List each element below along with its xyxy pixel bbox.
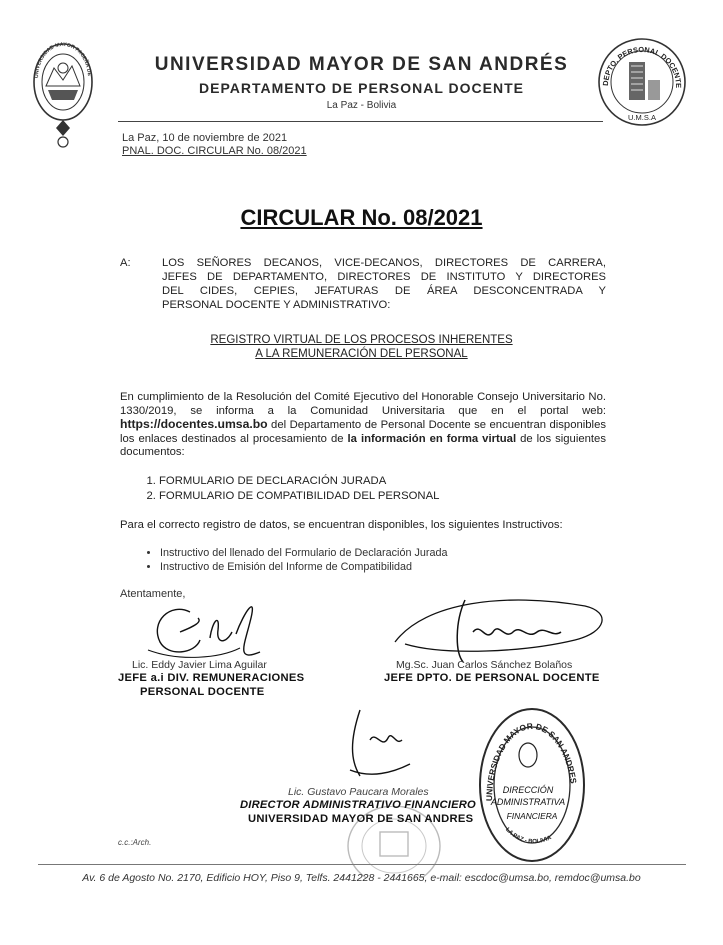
document-item: 2. FORMULARIO DE COMPATIBILIDAD DEL PERSONAL [159,489,439,504]
city: La Paz - Bolivia [326,100,397,111]
addressee-line: PERSONAL DOCENTE Y ADMINISTRATIVO: [162,299,391,311]
footer-address: Av. 6 de Agosto No. 2170, Edificio HOY, Piso 9, Telfs. 2441228 - 2441665, e-mail: escdoc@umsa.bo, remdoc@umsa.bo [82,872,641,884]
right-signer-name: Mg.Sc. Juan Carlos Sánchez Bolaños [396,659,573,671]
instructivos-list [146,546,447,574]
stamp-ring-text: UNIVERSIDAD MAYOR DE SAN ANDRES [483,720,579,802]
document-item: 1. FORMULARIO DE DECLARACIÓN JURADA [159,474,439,489]
stamp-center-3: FINANCIERA [506,811,558,821]
right-logo-text: DEPTO. PERSONAL DOCENTE [600,44,684,89]
direccion-administrativa-stamp [476,705,588,865]
bottom-signer-name: Lic. Gustavo Paucara Morales [288,786,429,798]
stamp-bottom-text: LA PAZ - BOLIVIA [504,826,553,846]
portal-link[interactable]: https://docentes.umsa.bo [120,417,268,432]
reference-code: PNAL. DOC. CIRCULAR No. 08/2021 [122,145,307,157]
left-signer-role-1: JEFE a.i DIV. REMUNERACIONES [118,672,305,684]
left-signer-role-2: PERSONAL DOCENTE [140,686,265,698]
stamp-center-1: DIRECCIÓN [502,785,554,795]
right-signer-role: JEFE DPTO. DE PERSONAL DOCENTE [384,672,600,684]
stamp-center-2: ADMINISTRATIVA [490,797,566,807]
instructivo-item: • Instructivo del llenado del Formulario de Declaración Jurada [160,546,447,560]
cc-note: c.c.:Arch. [118,838,152,847]
addressee-line: DEL CIDES, CEPIES, JEFATURAS DE ÁREA DESCONCENTRADA Y [162,285,606,297]
addressee-line: JEFES DE DEPARTAMENTO, DIRECTORES DE INSTITUTO Y DIRECTORES [162,271,606,283]
left-signer-name: Lic. Eddy Javier Lima Aguilar [132,659,267,671]
bold-phrase: la información en forma virtual [347,432,517,445]
addressee-line: LOS SEÑORES DECANOS, VICE-DECANOS, DIRECTORES DE CARRERA, [162,257,606,269]
subject-line-2: A LA REMUNERACIÓN DEL PERSONAL [255,348,468,360]
body-paragraph-2: Para el correcto registro de datos, se encuentran disponibles, los siguientes Instructivos: [120,519,563,531]
addressee-block [162,256,606,312]
closing: Atentamente, [120,588,186,600]
addressee-label: A: [120,257,131,269]
date-line: La Paz, 10 de noviembre de 2021 [122,132,288,144]
left-logo-text: UNIVERSIDAD MAYOR PACEÑA DE [33,41,92,79]
header-divider [118,121,603,122]
bottom-signer-role-1: DIRECTOR ADMINISTRATIVO FINANCIERO [240,799,476,811]
bottom-signer-role-2: UNIVERSIDAD MAYOR DE SAN ANDRES [248,813,474,825]
department-name: DEPARTAMENTO DE PERSONAL DOCENTE [199,80,524,96]
instructivo-item: • Instructivo de Emisión del Informe de Compatibilidad [160,560,447,574]
svg-text:LA PAZ - BOLIVIA [504,827,553,845]
footer-divider [38,864,686,865]
right-logo-bottom: U.M.S.A [628,113,656,122]
documents-list [142,474,439,504]
bottom-signature [330,700,430,790]
subject-line-1: REGISTRO VIRTUAL DE LOS PROCESOS INHERENTES [210,334,513,346]
university-name: UNIVERSIDAD MAYOR DE SAN ANDRÉS [154,54,569,75]
body-paragraph-1: En cumplimiento de la Resolución del Comité Ejecutivo del Honorable Consejo Universitario No. 1330/2019, se informa a la Comunidad Universitaria que en el portal web: https://docentes.umsa.bo del Departamento de Personal Docente se encuentran disponibles los enlaces destinados al procesamiento de la información en forma virtual de los siguientes documentos: [120,391,606,459]
circular-title: CIRCULAR No. 08/2021 [240,205,483,230]
